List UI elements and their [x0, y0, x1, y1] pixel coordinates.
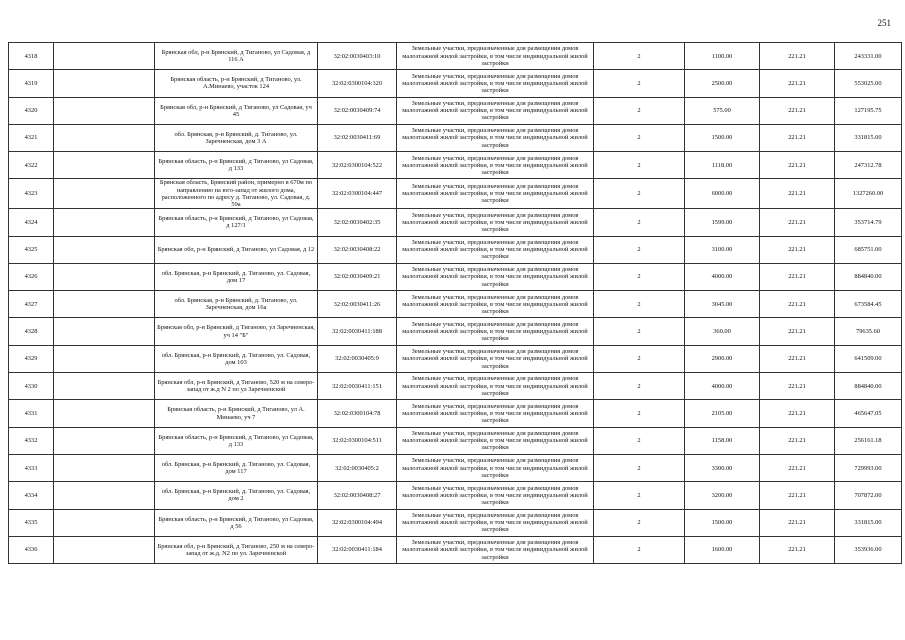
unit-price-cell: 221.21	[760, 454, 835, 481]
total-value-cell: 1327260.00	[835, 179, 902, 209]
category-cell: 2	[594, 291, 685, 318]
category-cell: 2	[594, 454, 685, 481]
area-cell: 2500.00	[685, 70, 760, 97]
total-value-cell: 331815.00	[835, 124, 902, 151]
empty-cell	[54, 236, 155, 263]
land-use-cell: Земельные участки, предназначенные для размещения домов малоэтажной жилой застройки, в том числе индивидуальной жилой застройки	[397, 209, 594, 236]
category-cell: 2	[594, 427, 685, 454]
area-cell: 575.00	[685, 97, 760, 124]
address-cell: Брянская обл, р-н Брянский, д Тиганово, ул Садовая, д 116 А	[155, 43, 318, 70]
row-number-cell: 4324	[9, 209, 54, 236]
table-row	[9, 509, 902, 536]
category-cell: 2	[594, 400, 685, 427]
category-cell: 2	[594, 97, 685, 124]
unit-price-cell: 221.21	[760, 318, 835, 345]
row-number-cell: 4320	[9, 97, 54, 124]
row-number-cell: 4336	[9, 536, 54, 563]
land-use-cell: Земельные участки, предназначенные для размещения домов малоэтажной жилой застройки, в том числе индивидуальной жилой застройки	[397, 400, 594, 427]
cadastral-number-cell: 32:02:0300104:522	[318, 152, 397, 179]
area-cell: 1500.00	[685, 124, 760, 151]
unit-price-cell: 221.21	[760, 427, 835, 454]
address-cell: обл. Брянская, р-н Брянский, д. Тиганово, ул. Садовая, дом 17	[155, 263, 318, 290]
unit-price-cell: 221.21	[760, 236, 835, 263]
table-row	[9, 70, 902, 97]
row-number-cell: 4326	[9, 263, 54, 290]
land-use-cell: Земельные участки, предназначенные для размещения домов малоэтажной жилой застройки, в том числе индивидуальной жилой застройки	[397, 43, 594, 70]
land-use-cell: Земельные участки, предназначенные для размещения домов малоэтажной жилой застройки, в том числе индивидуальной жилой застройки	[397, 236, 594, 263]
table-row	[9, 43, 902, 70]
cadastral-number-cell: 32:02:0300104:494	[318, 509, 397, 536]
empty-cell	[54, 97, 155, 124]
total-value-cell: 465647.05	[835, 400, 902, 427]
category-cell: 2	[594, 263, 685, 290]
row-number-cell: 4323	[9, 179, 54, 209]
total-value-cell: 79635.60	[835, 318, 902, 345]
area-cell: 360.00	[685, 318, 760, 345]
cadastral-number-cell: 32:02:0030411:188	[318, 318, 397, 345]
land-use-cell: Земельные участки, предназначенные для размещения домов малоэтажной жилой застройки, в том числе индивидуальной жилой застройки	[397, 427, 594, 454]
land-use-cell: Земельные участки, предназначенные для размещения домов малоэтажной жилой застройки, в том числе индивидуальной жилой застройки	[397, 454, 594, 481]
address-cell: обл. Брянская, р-н Брянский, д. Тиганово, ул. Заречненская, дом 16а	[155, 291, 318, 318]
unit-price-cell: 221.21	[760, 179, 835, 209]
unit-price-cell: 221.21	[760, 124, 835, 151]
table-row	[9, 209, 902, 236]
area-cell: 3300.00	[685, 454, 760, 481]
land-use-cell: Земельные участки, предназначенные для размещения домов малоэтажной жилой застройки, в том числе индивидуальной жилой застройки	[397, 263, 594, 290]
unit-price-cell: 221.21	[760, 43, 835, 70]
empty-cell	[54, 43, 155, 70]
total-value-cell: 256161.18	[835, 427, 902, 454]
area-cell: 1599.00	[685, 209, 760, 236]
total-value-cell: 884840.00	[835, 373, 902, 400]
category-cell: 2	[594, 482, 685, 509]
table-row	[9, 427, 902, 454]
row-number-cell: 4333	[9, 454, 54, 481]
unit-price-cell: 221.21	[760, 70, 835, 97]
area-cell: 1500.00	[685, 509, 760, 536]
row-number-cell: 4335	[9, 509, 54, 536]
unit-price-cell: 221.21	[760, 482, 835, 509]
land-use-cell: Земельные участки, предназначенные для размещения домов малоэтажной жилой застройки, в том числе индивидуальной жилой застройки	[397, 97, 594, 124]
category-cell: 2	[594, 209, 685, 236]
table-row	[9, 152, 902, 179]
cadastral-number-cell: 32:02:0030411:184	[318, 536, 397, 563]
address-cell: Брянская область, Брянский район, примерно в 670м по направлению на юго-запад от жилого дома, расположенного по адресу д. Тиганово, ул. Садовая, д. 59а	[155, 179, 318, 209]
category-cell: 2	[594, 70, 685, 97]
row-number-cell: 4327	[9, 291, 54, 318]
total-value-cell: 641509.00	[835, 345, 902, 372]
land-use-cell: Земельные участки, предназначенные для размещения домов малоэтажной жилой застройки, в том числе индивидуальной жилой застройки	[397, 345, 594, 372]
area-cell: 6000.00	[685, 179, 760, 209]
area-cell: 1100.00	[685, 43, 760, 70]
category-cell: 2	[594, 124, 685, 151]
table-row	[9, 236, 902, 263]
cadastral-number-cell: 32:02:0030402:35	[318, 209, 397, 236]
area-cell: 3100.00	[685, 236, 760, 263]
empty-cell	[54, 427, 155, 454]
land-use-cell: Земельные участки, предназначенные для размещения домов малоэтажной жилой застройки, в том числе индивидуальной жилой застройки	[397, 291, 594, 318]
total-value-cell: 127195.75	[835, 97, 902, 124]
total-value-cell: 353936.00	[835, 536, 902, 563]
total-value-cell: 331815.00	[835, 509, 902, 536]
address-cell: обл. Брянская, р-н Брянский, д. Тиганово, ул. Заречненская, дом 3 А	[155, 124, 318, 151]
total-value-cell: 707872.00	[835, 482, 902, 509]
area-cell: 2900.00	[685, 345, 760, 372]
cadastral-number-cell: 32:02:0030405:2	[318, 454, 397, 481]
unit-price-cell: 221.21	[760, 152, 835, 179]
address-cell: Брянская обл, р-н Брянский, д Тиганово, ул Садовая, уч 45	[155, 97, 318, 124]
row-number-cell: 4322	[9, 152, 54, 179]
row-number-cell: 4334	[9, 482, 54, 509]
cadastral-number-cell: 32:02:0030411:26	[318, 291, 397, 318]
land-use-cell: Земельные участки, предназначенные для размещения домов малоэтажной жилой застройки, в том числе индивидуальной жилой застройки	[397, 179, 594, 209]
area-cell: 1118.00	[685, 152, 760, 179]
area-cell: 4000.00	[685, 263, 760, 290]
table-row	[9, 345, 902, 372]
cadastral-number-cell: 32:02:0300104:320	[318, 70, 397, 97]
category-cell: 2	[594, 43, 685, 70]
address-cell: обл. Брянская, р-н Брянский, д. Тиганово, ул. Садовая, дом 117	[155, 454, 318, 481]
total-value-cell: 247312.78	[835, 152, 902, 179]
empty-cell	[54, 209, 155, 236]
address-cell: Брянская область, р-н Брянский, д Тиганово, ул Садовая, д 127/1	[155, 209, 318, 236]
land-use-cell: Земельные участки, предназначенные для размещения домов малоэтажной жилой застройки, в том числе индивидуальной жилой застройки	[397, 318, 594, 345]
total-value-cell: 353714.79	[835, 209, 902, 236]
row-number-cell: 4319	[9, 70, 54, 97]
unit-price-cell: 221.21	[760, 97, 835, 124]
address-cell: Брянская область, р-н Брянский, д Тиганово, ул Садовая, д 133	[155, 152, 318, 179]
empty-cell	[54, 291, 155, 318]
address-cell: Брянская обл, р-н Брянский, д Тиганово, ул Заречненская, уч 14 "Б"	[155, 318, 318, 345]
category-cell: 2	[594, 373, 685, 400]
category-cell: 2	[594, 236, 685, 263]
row-number-cell: 4328	[9, 318, 54, 345]
row-number-cell: 4332	[9, 427, 54, 454]
area-cell: 1600.00	[685, 536, 760, 563]
cadastral-number-cell: 32:02:0030411:69	[318, 124, 397, 151]
area-cell: 3045.00	[685, 291, 760, 318]
land-use-cell: Земельные участки, предназначенные для размещения домов малоэтажной жилой застройки, в том числе индивидуальной жилой застройки	[397, 124, 594, 151]
cadastral-number-cell: 32:02:0300104:78	[318, 400, 397, 427]
land-use-cell: Земельные участки, предназначенные для размещения домов малоэтажной жилой застройки, в том числе индивидуальной жилой застройки	[397, 70, 594, 97]
land-registry-body	[9, 43, 902, 564]
table-row	[9, 291, 902, 318]
table-row	[9, 536, 902, 563]
row-number-cell: 4329	[9, 345, 54, 372]
cadastral-number-cell: 32:02:0030409:74	[318, 97, 397, 124]
empty-cell	[54, 373, 155, 400]
address-cell: Брянская область, р-н Брянский, д Тиганово, ул Садовая, д 133	[155, 427, 318, 454]
cadastral-number-cell: 32:02:0300104:447	[318, 179, 397, 209]
cadastral-number-cell: 32:02:0030403:10	[318, 43, 397, 70]
empty-cell	[54, 345, 155, 372]
empty-cell	[54, 179, 155, 209]
area-cell: 1158.00	[685, 427, 760, 454]
row-number-cell: 4325	[9, 236, 54, 263]
land-use-cell: Земельные участки, предназначенные для размещения домов малоэтажной жилой застройки, в том числе индивидуальной жилой застройки	[397, 152, 594, 179]
land-use-cell: Земельные участки, предназначенные для размещения домов малоэтажной жилой застройки, в том числе индивидуальной жилой застройки	[397, 373, 594, 400]
table-row	[9, 97, 902, 124]
address-cell: Брянская область, р-н Брянский, д Тиганово, ул. А.Минаево, участок 124	[155, 70, 318, 97]
table-row	[9, 400, 902, 427]
empty-cell	[54, 124, 155, 151]
unit-price-cell: 221.21	[760, 345, 835, 372]
table-row	[9, 454, 902, 481]
table-row	[9, 373, 902, 400]
empty-cell	[54, 482, 155, 509]
empty-cell	[54, 70, 155, 97]
address-cell: Брянская область, р-н Брянский, д Тиганово, ул Садовая, д 56	[155, 509, 318, 536]
page-number: 251	[877, 18, 891, 28]
category-cell: 2	[594, 345, 685, 372]
total-value-cell: 729993.00	[835, 454, 902, 481]
table-row	[9, 482, 902, 509]
total-value-cell: 673584.45	[835, 291, 902, 318]
category-cell: 2	[594, 536, 685, 563]
row-number-cell: 4331	[9, 400, 54, 427]
category-cell: 2	[594, 152, 685, 179]
empty-cell	[54, 536, 155, 563]
category-cell: 2	[594, 509, 685, 536]
empty-cell	[54, 152, 155, 179]
cadastral-number-cell: 32:02:0300104:511	[318, 427, 397, 454]
unit-price-cell: 221.21	[760, 263, 835, 290]
unit-price-cell: 221.21	[760, 400, 835, 427]
total-value-cell: 243331.00	[835, 43, 902, 70]
empty-cell	[54, 400, 155, 427]
land-registry-table	[8, 42, 902, 564]
row-number-cell: 4321	[9, 124, 54, 151]
row-number-cell: 4330	[9, 373, 54, 400]
total-value-cell: 685751.00	[835, 236, 902, 263]
area-cell: 2105.00	[685, 400, 760, 427]
cadastral-number-cell: 32:02:0030409:21	[318, 263, 397, 290]
cadastral-number-cell: 32:02:0030411:151	[318, 373, 397, 400]
table-row	[9, 179, 902, 209]
category-cell: 2	[594, 179, 685, 209]
total-value-cell: 884840.00	[835, 263, 902, 290]
unit-price-cell: 221.21	[760, 373, 835, 400]
area-cell: 4000.00	[685, 373, 760, 400]
total-value-cell: 553025.00	[835, 70, 902, 97]
unit-price-cell: 221.21	[760, 291, 835, 318]
address-cell: Брянская обл, р-н Брянский, д Тиганово, 250 м на северо-запад от ж.д. N2 по ул. Заречненской	[155, 536, 318, 563]
address-cell: Брянская обл, р-н Брянский, д Тиганово, 520 м на северо-запад от ж.д N 2 по ул Заречненской	[155, 373, 318, 400]
table-row	[9, 263, 902, 290]
address-cell: Брянская область, р-н Брянский, д Тиганово, ул А. Минаево, уч 7	[155, 400, 318, 427]
unit-price-cell: 221.21	[760, 536, 835, 563]
address-cell: обл. Брянская, р-н Брянский, д. Тиганово, ул. Садовая, дом 2	[155, 482, 318, 509]
area-cell: 3200.00	[685, 482, 760, 509]
empty-cell	[54, 509, 155, 536]
row-number-cell: 4318	[9, 43, 54, 70]
cadastral-number-cell: 32:02:0030405:9	[318, 345, 397, 372]
table-row	[9, 318, 902, 345]
cadastral-number-cell: 32:02:0030408:27	[318, 482, 397, 509]
empty-cell	[54, 454, 155, 481]
cadastral-number-cell: 32:02:0030408:22	[318, 236, 397, 263]
address-cell: обл. Брянская, р-н Брянский, д. Тиганово, ул. Садовая, дом 103	[155, 345, 318, 372]
land-use-cell: Земельные участки, предназначенные для размещения домов малоэтажной жилой застройки, в том числе индивидуальной жилой застройки	[397, 509, 594, 536]
unit-price-cell: 221.21	[760, 209, 835, 236]
empty-cell	[54, 318, 155, 345]
land-use-cell: Земельные участки, предназначенные для размещения домов малоэтажной жилой застройки, в том числе индивидуальной жилой застройки	[397, 536, 594, 563]
empty-cell	[54, 263, 155, 290]
address-cell: Брянская обл, р-н Брянский, д Тиганово, ул Садовая, д 12	[155, 236, 318, 263]
table-row	[9, 124, 902, 151]
category-cell: 2	[594, 318, 685, 345]
unit-price-cell: 221.21	[760, 509, 835, 536]
land-use-cell: Земельные участки, предназначенные для размещения домов малоэтажной жилой застройки, в том числе индивидуальной жилой застройки	[397, 482, 594, 509]
